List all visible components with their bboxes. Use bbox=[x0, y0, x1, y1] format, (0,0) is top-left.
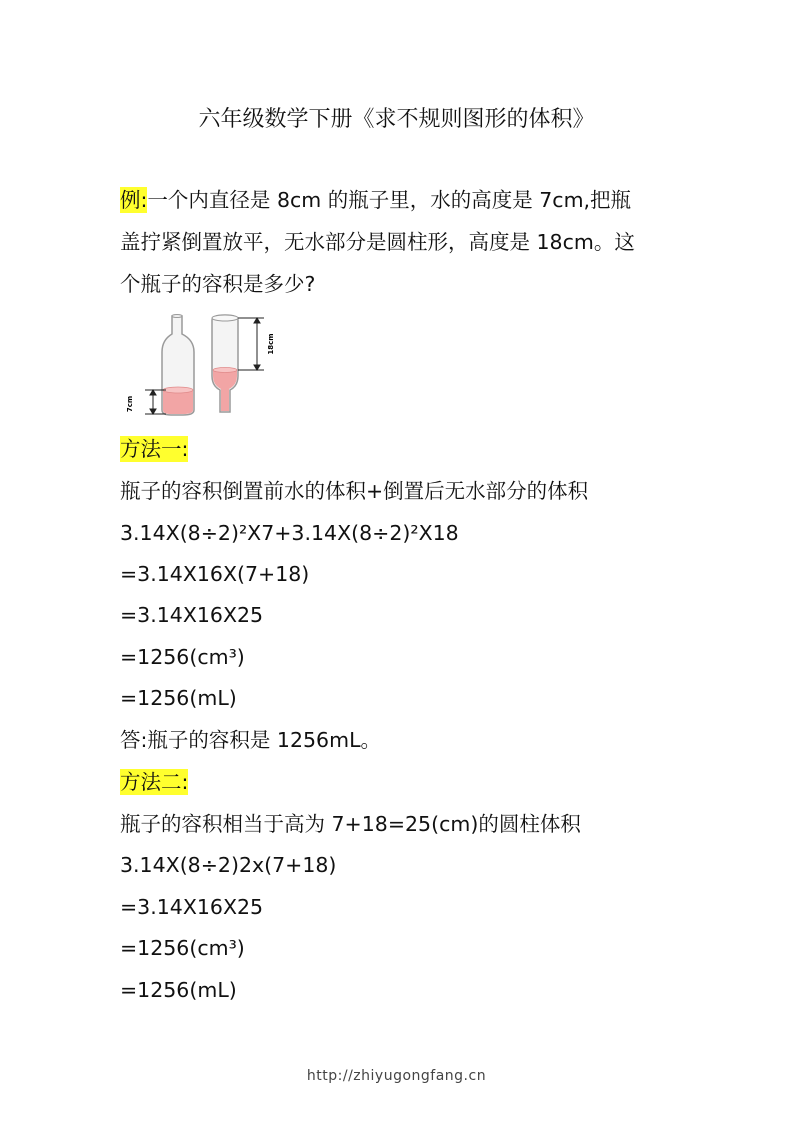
label-7cm: 7cm bbox=[126, 395, 134, 413]
upright-water bbox=[163, 390, 193, 414]
method2-line: =1256(mL) bbox=[120, 978, 237, 1002]
upright-bottle bbox=[162, 315, 194, 416]
example-line-3: 个瓶子的容积是多少? bbox=[120, 272, 316, 296]
method2-heading bbox=[120, 762, 188, 803]
label-18cm: 18cm bbox=[267, 333, 275, 355]
example-label: 例: bbox=[120, 188, 148, 212]
method1-line: =1256(mL) bbox=[120, 686, 237, 710]
method2-label: 方法二: bbox=[120, 770, 189, 794]
method1-line: =1256(cm³) bbox=[120, 645, 245, 669]
method2-line: 3.14X(8÷2)2x(7+18) bbox=[120, 853, 337, 877]
method2-line: =3.14X16X25 bbox=[120, 895, 264, 919]
example-text-1: 一个内直径是 8cm 的瓶子里，水的高度是 7cm,把瓶 bbox=[147, 188, 632, 212]
example-line-2: 盖拧紧倒置放平，无水部分是圆柱形，高度是 18cm。这 bbox=[120, 230, 635, 254]
inverted-bottle bbox=[212, 315, 238, 412]
dimension-18cm bbox=[238, 318, 264, 370]
method2-line: 瓶子的容积相当于高为 7+18=25(cm)的圆柱体积 bbox=[120, 812, 581, 836]
method1-label: 方法一: bbox=[120, 437, 189, 461]
bottle-figure bbox=[112, 312, 282, 420]
method1-line: 瓶子的容积倒置前水的体积+倒置后无水部分的体积 bbox=[120, 479, 589, 503]
footer-url: http://zhiyugongfang.cn bbox=[306, 1068, 487, 1084]
method1-heading bbox=[120, 429, 188, 470]
method1-answer: 答:瓶子的容积是 1256mL。 bbox=[120, 728, 381, 752]
method1-line: =3.14X16X25 bbox=[120, 603, 264, 627]
method1-line: =3.14X16X(7+18) bbox=[120, 562, 310, 586]
example-line-1 bbox=[120, 180, 631, 221]
inverted-water bbox=[213, 370, 237, 411]
method1-line: 3.14X(8÷2)²X7+3.14X(8÷2)²X18 bbox=[120, 521, 459, 545]
page-title: 六年级数学下册《求不规则图形的体积》 bbox=[198, 107, 595, 132]
method2-line: =1256(cm³) bbox=[120, 936, 245, 960]
